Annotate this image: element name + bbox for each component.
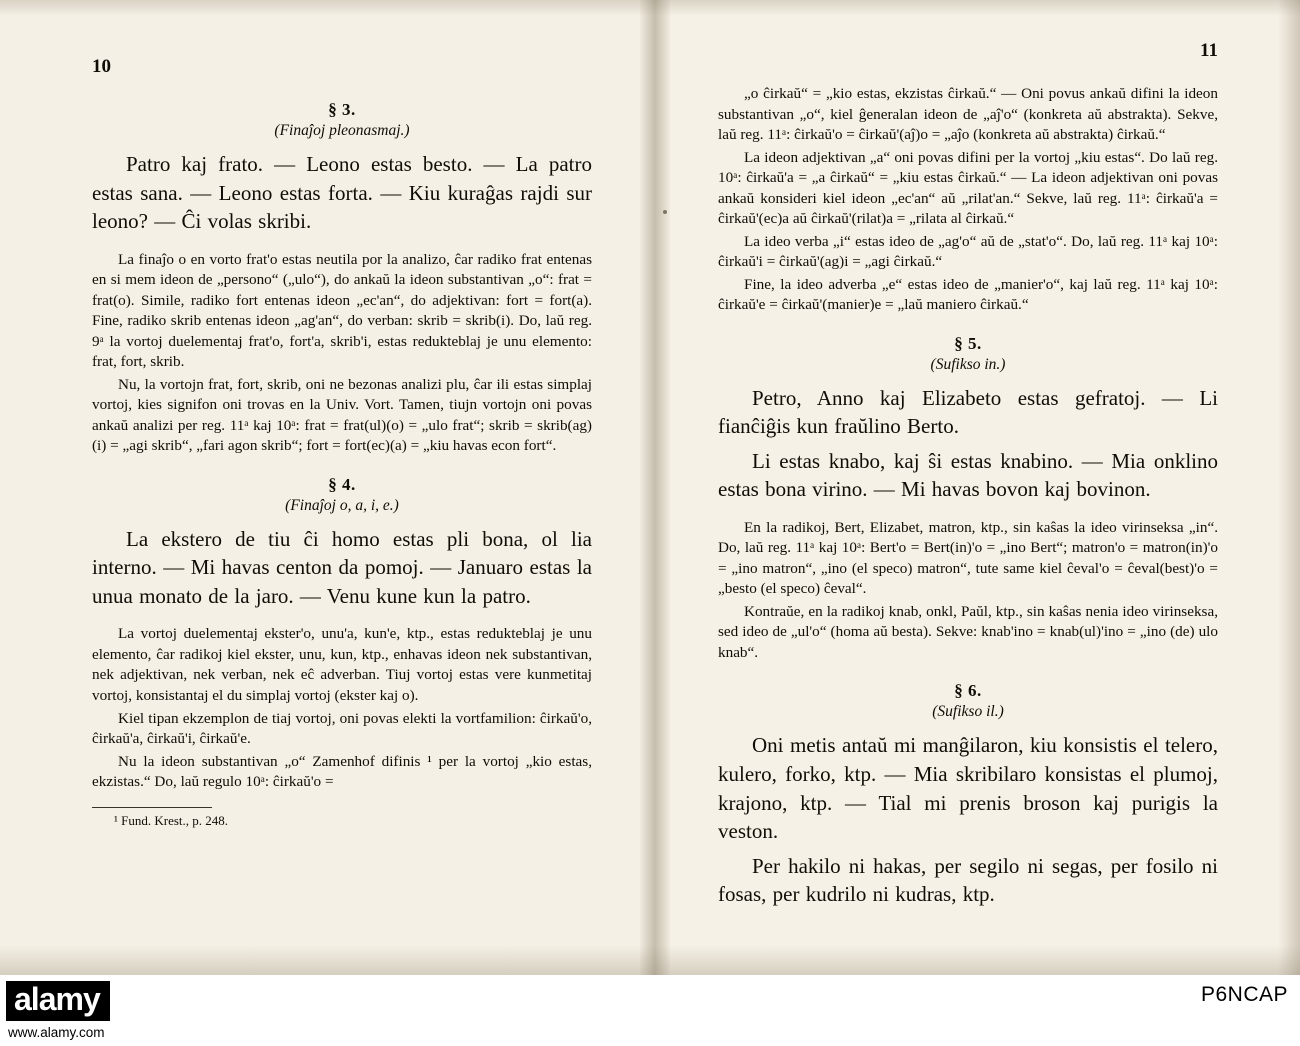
page-number-right: 11: [1200, 40, 1218, 61]
image-id: P6NCAP: [1200, 983, 1288, 1006]
scan-shadow-top: [0, 0, 1300, 16]
scan-shadow-bottom: [0, 945, 1300, 975]
section-heading-5: § 5.: [954, 333, 982, 353]
section-heading-4: § 4.: [328, 474, 356, 494]
spacer: [718, 510, 1218, 518]
body-paragraph: La ideo verba „i“ estas ideo de „ag'o“ aŭ de „stat'o“. Do, laŭ reg. 11ᵃ kaj 10ᵃ: ĉirkaŭ'i = ĉirkaŭ'(ag)i = „agi ĉirkaŭ.“: [718, 232, 1218, 271]
spacer: [92, 242, 592, 250]
example-paragraph: Petro, Anno kaj Elizabeto estas gefratoj. — Li fianĉiĝis kun fraŭlino Berto.: [718, 385, 1218, 439]
paper-speck: [663, 210, 667, 214]
body-paragraph: Fine, la ideo adverba „e“ estas ideo de „manier'o“, kaj laŭ reg. 11ᵃ kaj 10ᵃ: ĉirkaŭ'e = ĉirkaŭ'(manier)e = „laŭ maniero ĉirkaŭ.“: [718, 275, 1218, 314]
body-paragraph: La ideon adjektivan „a“ oni povas difini per la vortoj „kiu estas“. Do laŭ reg. 10ᵃ: ĉirkaŭ'a = „a ĉirkaŭ“ = „kiu estas ĉirkaŭ.“ — La ideon adjektivan oni povas ankaŭ konsideri kiel ideon „ec'an“ aŭ „rilat'an.“ Sekve, laŭ reg. 11ᵃ: ĉirkaŭ'a = ĉirkaŭ'(ec)a aŭ ĉirkaŭ'(rilat)a = „rilata al ĉirkaŭ.“: [718, 148, 1218, 228]
book-gutter: [640, 0, 670, 975]
body-paragraph: Kiel tipan ekzemplon de tiaj vortoj, oni povas elekti la vortfamilion: ĉirkaŭ'o, ĉirkaŭ'a, ĉirkaŭ'i, ĉirkaŭ'e.: [92, 709, 592, 748]
body-paragraph: La finaĵo o en vorto frat'o estas neutila por la analizo, ĉar radiko frat entenas en si mem ideon de „persono“ („ulo“), do ankaŭ la ideon substantivan „o“: frat = frat(o). Simile, radiko fort entenas ideon „ec'an“, do adjektivan: fort = fort(a). Fine, radiko skrib entenas ideon „ag'an“, do verban: skrib = skrib(i). Do, laŭ reg. 9ᵃ la vortoj duelementaj frat'o, fort'a, skrib'i, estas redukteblaj je unu elemento: frat, fort, skrib.: [92, 250, 592, 371]
stock-photo-footer: [0, 975, 1300, 1046]
example-paragraph: La ekstero de tiu ĉi homo estas pli bona, ol lia interno. — Mi havas centon da pomoj. — Januaro estas la unua monato de la jaro. — Venu kune kun la patro.: [92, 526, 592, 608]
body-paragraph: En la radikoj, Bert, Elizabet, matron, ktp., sin kaŝas la ideo virinseksa „in“. Do, laŭ reg. 11ᵃ kaj 10ᵃ: Bert'o = Bert(in)'o = „ino Bert“; matron'o = matron(in)'o = „ino matron“, „ino (el speco) matron“, tute same kiel ĉeval'o = ĉeval(best)'o = „besto (el speco) ĉeval“.: [718, 518, 1218, 598]
example-paragraph: Li estas knabo, kaj ŝi estas knabino. — Mia onklino estas bona virino. — Mi havas bovon kaj bovinon.: [718, 448, 1218, 502]
page-number-left: 10: [92, 56, 111, 77]
section-subheading-4: (Finaĵoj o, a, i, e.): [285, 496, 399, 514]
alamy-logo: alamy: [6, 981, 110, 1021]
spacer: [92, 616, 592, 624]
section-subheading-5: (Sufikso in.): [930, 355, 1006, 373]
left-page: [92, 56, 592, 829]
alamy-url[interactable]: www.alamy.com: [8, 1025, 105, 1040]
section-subheading-3: (Finaĵoj pleonasmaj.): [274, 122, 410, 139]
section-heading-6: § 6.: [954, 681, 982, 701]
footnote: ¹ Fund. Krest., p. 248.: [114, 812, 229, 828]
footnote-divider: [92, 807, 212, 808]
example-paragraph: Per hakilo ni hakas, per segilo ni segas, per fosilo ni fosas, per kudrilo ni kudras, ktp.: [718, 853, 1218, 907]
body-paragraph: Nu la ideon substantivan „o“ Zamenhof difinis ¹ per la vortoj „kio estas, ekzistas.“ Do, laŭ regulo 10ᵃ: ĉirkaŭ'o =: [92, 752, 592, 791]
body-paragraph: La vortoj duelementaj ekster'o, unu'a, kun'e, ktp., estas redukteblaj je unu elemento, ĉar radikoj kiel ekster, unu, kun, ktp., enhavas ideon nek substantivan, nek adjektivan, nek verban, nek eĉ adverban. Tiuj vortoj estas vere kunmetitaj vortoj, konsistantaj el du simplaj vortoj (ekster kaj o).: [92, 625, 592, 704]
body-paragraph: „o ĉirkaŭ“ = „kio estas, ekzistas ĉirkaŭ.“ — Oni povus ankaŭ difini la ideon substantivan „o“, kiel ĝeneralan ideon de „aĵ'o“ (konkreta aŭ abstrakta). Sekve, laŭ reg. 11ᵃ: ĉirkaŭ'o = ĉirkaŭ'(aĵ)o = „aĵo (konkreta aŭ abstrakta) ĉirkaŭ.“: [718, 85, 1218, 144]
example-paragraph: Oni metis antaŭ mi manĝilaron, kiu konsistis el telero, kulero, forko, ktp. — Mia skribilaro konsistas el plumoj, krajono, ktp. — Tial mi prenis broson kaj purigis la veston.: [718, 733, 1218, 844]
body-paragraph: Kontraŭe, en la radikoj knab, onkl, Paŭl, ktp., sin kaŝas nenia ideo virinseksa, sed ideo de „ul'o“ (homa aŭ besta). Sekve: knab'ino = knab(ul)'ino = „ino (de) ulo knab“.: [718, 602, 1218, 661]
body-paragraph: Nu, la vortojn frat, fort, skrib, oni ne bezonas analizi plu, ĉar ili estas simplaj vortoj, kies signifon oni trovas en la Univ. Vort. Tamen, tiujn vortojn oni povas ankaŭ analizi per reg. 11ᵃ kaj 10ᵃ: frat = frat(ul)(o) = „ulo frat“; skrib = skrib(ag)(i) = „agi skrib“, „fari agon skrib“; fort = fort(ec)(a) = „kiu havas econ fort“.: [92, 375, 592, 455]
section-subheading-6: (Sufikso il.): [932, 703, 1004, 721]
right-page: [718, 40, 1218, 915]
example-paragraph: Patro kaj frato. — Leono estas besto. — La patro estas sana. — Leono estas forta. — Kiu kuraĝas rajdi sur leono? — Ĉi volas skribi.: [92, 152, 592, 234]
section-heading-3: § 3.: [328, 100, 356, 119]
scan-shadow-right: [1278, 0, 1300, 975]
